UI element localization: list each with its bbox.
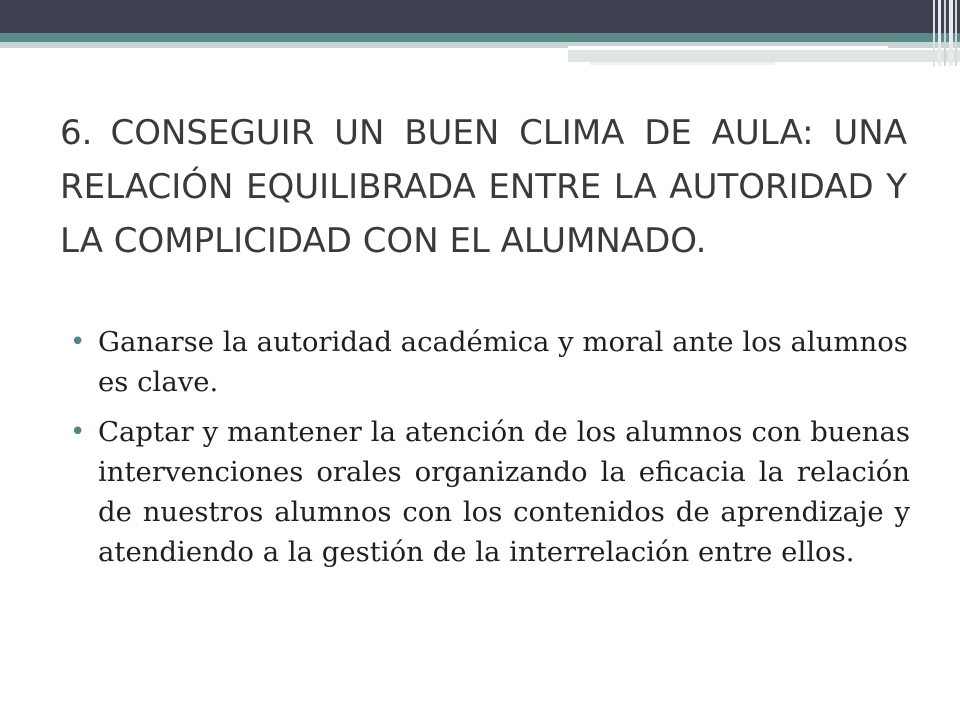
bullet-item <box>70 322 918 402</box>
decorative-stripe <box>955 0 957 66</box>
bullet-icon: • <box>70 417 86 447</box>
header-band-accent <box>0 33 960 42</box>
decorative-stripe <box>949 0 953 66</box>
header-band-dark <box>0 0 960 33</box>
bullet-icon: • <box>70 327 86 357</box>
header-band-shadow <box>568 50 960 62</box>
bullet-text: Captar y mantener la atención de los alumnos con buenas intervenciones orales organizando la eficacia la relación de nuestros alumnos con los contenidos de aprendizaje y atendiendo a la gestión de la interrelación entre ellos. <box>98 416 910 568</box>
decorative-stripe <box>938 0 941 66</box>
title-text: CONSEGUIR UN BUEN CLIMA DE AULA: UNA RELACIÓN EQUILIBRADA ENTRE LA AUTORIDAD Y LA COMPLICIDAD CON EL ALUMNADO. <box>60 113 907 261</box>
slide-title <box>60 106 907 268</box>
bullet-item <box>70 412 910 572</box>
header-band-fade <box>590 62 775 65</box>
bullet-list <box>70 322 910 582</box>
bullet-text: Ganarse la autoridad académica y moral ante los alumnos es clave. <box>98 326 908 398</box>
decorative-stripe <box>944 0 946 66</box>
decorative-stripe <box>933 0 935 66</box>
title-number: 6. <box>60 113 93 153</box>
